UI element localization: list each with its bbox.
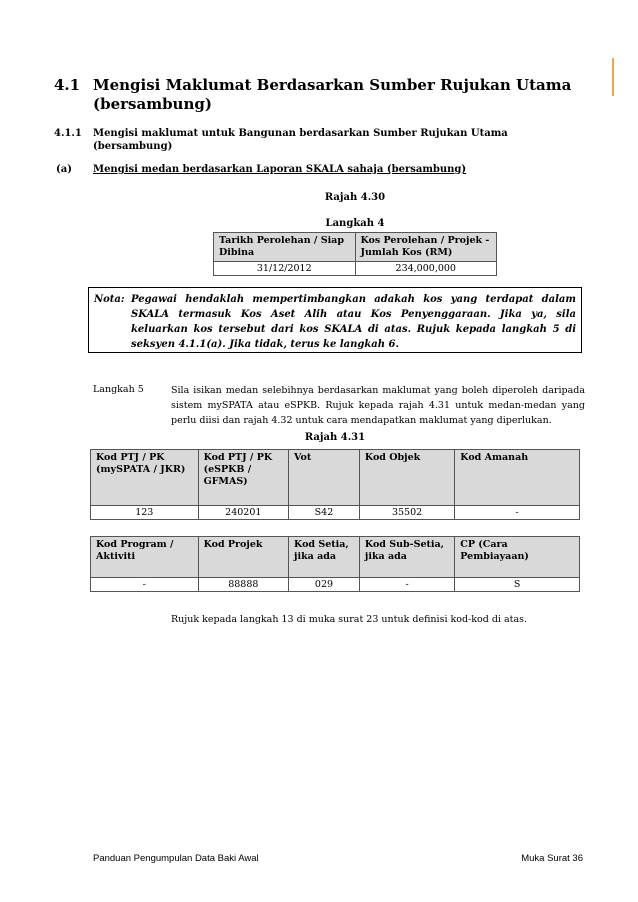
table-1-header: Kod PTJ / PK (mySPATA / JKR) bbox=[91, 450, 199, 506]
table-2-header: Kod Program / Aktiviti bbox=[91, 537, 199, 578]
footer-document-title: Panduan Pengumpulan Data Baki Awal bbox=[93, 853, 259, 864]
table-2-value: - bbox=[359, 578, 454, 592]
subheading-number: 4.1.1 bbox=[54, 128, 82, 139]
rajah-430-value: 234,000,000 bbox=[355, 262, 497, 276]
table-1-value: 35502 bbox=[359, 506, 454, 520]
rajah-430-table bbox=[213, 218, 497, 276]
table-2-header: Kod Setia, jika ada bbox=[289, 537, 360, 578]
rajah-430-header: Tarikh Perolehan / Siap Dibina bbox=[214, 233, 356, 262]
langkah-5-label: Langkah 5 bbox=[93, 384, 144, 395]
table-1-header: Kod PTJ / PK (eSPKB / GFMAS) bbox=[198, 450, 288, 506]
rajah-430-header: Kos Perolehan / Projek - Jumlah Kos (RM) bbox=[355, 233, 497, 262]
rajah-431-table-1 bbox=[90, 449, 580, 520]
table-1-header: Kod Objek bbox=[359, 450, 454, 506]
langkah-5-text: Sila isikan medan selebihnya berdasarkan maklumat yang boleh diperoleh daripada sistem mySPATA atau eSPKB. Rujuk kepada rajah 4.31 untuk medan-medan yang perlu diisi dan rajah 4.32 untuk cara mendapatkan maklumat yang diperlukan. bbox=[171, 385, 585, 426]
margin-accent-line bbox=[612, 58, 614, 96]
table-1-value: - bbox=[455, 506, 580, 520]
table-2-header: CP (Cara Pembiayaan) bbox=[455, 537, 580, 578]
heading-title: Mengisi Maklumat Berdasarkan Sumber Rujukan Utama (bersambung) bbox=[93, 76, 572, 113]
table-2-value: - bbox=[91, 578, 199, 592]
page-footer bbox=[93, 853, 583, 864]
subheading-title: Mengisi maklumat untuk Bangunan berdasarkan Sumber Rujukan Utama (bersambung) bbox=[93, 128, 508, 152]
rajah-431-caption: Rajah 4.31 bbox=[304, 432, 366, 443]
table-2-header: Kod Projek bbox=[198, 537, 288, 578]
table-1-value: S42 bbox=[289, 506, 360, 520]
rajah-430-subcaption: Langkah 4 bbox=[325, 218, 385, 229]
table-2-value: S bbox=[455, 578, 580, 592]
footer-page-number: Muka Surat 36 bbox=[521, 853, 583, 864]
table-1-value: 240201 bbox=[198, 506, 288, 520]
heading-number: 4.1 bbox=[54, 76, 81, 94]
rujuk-text: Rujuk kepada langkah 13 di muka surat 23 untuk definisi kod-kod di atas. bbox=[171, 614, 528, 625]
table-2-value: 88888 bbox=[198, 578, 288, 592]
note-label: Nota: bbox=[94, 294, 125, 305]
section-title: Mengisi medan berdasarkan Laporan SKALA sahaja (bersambung) bbox=[93, 164, 467, 175]
note-text: Pegawai hendaklah mempertimbangkan adakah kos yang terdapat dalam SKALA termasuk Kos Aset Alih atau Kos Penyenggaraan. Jika ya, sila keluarkan kos tersebut dari kos SKALA di atas. Rujuk kepada langkah 5 di seksyen 4.1.1(a). Jika tidak, terus ke langkah 6. bbox=[131, 294, 576, 350]
table-1-header: Vot bbox=[289, 450, 360, 506]
section-number: (a) bbox=[56, 164, 72, 175]
note-box bbox=[88, 287, 582, 353]
table-1-header: Kod Amanah bbox=[455, 450, 580, 506]
rajah-431-table-2 bbox=[90, 536, 580, 592]
rajah-430-caption: Rajah 4.30 bbox=[324, 192, 386, 203]
rajah-430-value: 31/12/2012 bbox=[214, 262, 356, 276]
table-2-header: Kod Sub-Setia, jika ada bbox=[359, 537, 454, 578]
table-2-value: 029 bbox=[289, 578, 360, 592]
table-1-value: 123 bbox=[91, 506, 199, 520]
